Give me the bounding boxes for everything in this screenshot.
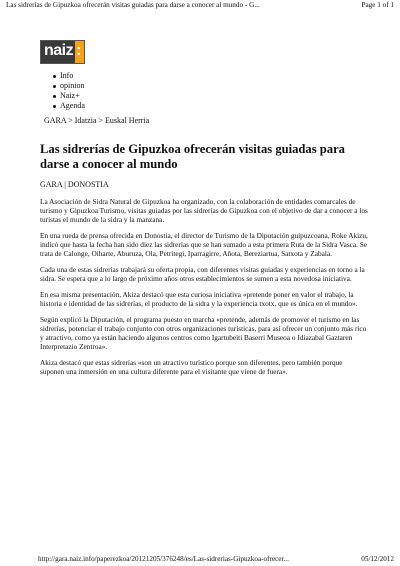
nav-item-agenda[interactable]: Agenda <box>60 101 85 110</box>
article-paragraph: La Asociación de Sidra Natural de Gipuzkoa ha organizado, con la colaboración de entidades comarcales de turismo y Gipuzkoa Turismo, visitas guiadas por las sidrerías de Gipuzkoa con el objetivo de dar a conocer a los turistas el mundo de la sidra y la manzana. <box>40 197 368 224</box>
nav-item-info[interactable]: Info <box>60 71 85 81</box>
main-nav <box>52 71 85 111</box>
article-paragraph: Según explicó la Diputación, el programa puesto en marcha «pretende, además de promover el turismo en las sidrerías, potenciar el trabajo conjunto con otros organizaciones turísticas, para así ofrecer un conjunto más rico y atractivo, como ya están haciendo algunos centros como Igartubeiti Baserri Museoa o Idiazabal Gaztaren Interpretazio Zentroa». <box>40 315 367 351</box>
logo-text: naiz <box>41 41 75 63</box>
article-paragraph: En una rueda de prensa ofrecida en Donostia, el director de Turismo de la Diputación guipuzcoana, Roke Akizu, indicó que hasta la fecha han sido diez las sidrerías que se han sumado a esta primera Ruta de la Sidra Vasca. Se trata de Calonge, Oiharte, Aburuza, Ola, Petritegi, Iparragirre, Añota, Bereziartua, Satxota y Zabala. <box>40 231 368 258</box>
nav-item-opinion[interactable]: opinion <box>60 81 85 90</box>
article-paragraph: Akiza destacó que estas sidrerías «son un atractivo turístico porque son diferentes, pero también porque suponen una inmersión en una cultura diferente para el visitante que viene de fuera». <box>40 358 343 376</box>
article-byline: GARA | DONOSTIA <box>40 180 109 189</box>
article-body <box>40 197 368 383</box>
print-footer-date: 05/12/2012 <box>361 555 394 563</box>
nav-item-naiz-plus[interactable]: Naiz+ <box>60 91 85 101</box>
article-paragraph: En esa misma presentación, Akiza destacó que esta curiosa iniciativa «pretende poner en valor el trabajo, la historia e identidad de las sidrerías, el producto de la sidra y la experiencia txotx, que es única en el mundo». <box>40 290 358 308</box>
print-header-title: Las sidrerías de Gipuzkoa ofrecerán visitas guiadas para darse a conocer al mundo - G... <box>6 1 260 9</box>
print-header-page: Page 1 of 1 <box>361 1 394 9</box>
print-header <box>6 1 394 10</box>
article-title: Las sidrerías de Gipuzkoa ofrecerán visitas guiadas para darse a conocer al mundo <box>40 142 345 171</box>
logo-mark: : <box>75 41 84 63</box>
print-footer <box>38 555 394 564</box>
breadcrumb: GARA > Idatzia > Euskal Herria <box>44 116 150 125</box>
print-footer-url: http://gara.naiz.info/paperezkoa/20121205/376248/es/Las-sidrerias-Gipuzkoa-ofrecer... <box>38 555 289 563</box>
article-paragraph: Cada una de estas sidrerías trabajará su oferta propia, con diferentes visitas guiadas y experiencias en torno a la sidra. Se espera que a lo largo de próximo años otros establecimientos se sumen a esta novedosa iniciativa. <box>40 265 365 283</box>
naiz-logo[interactable] <box>40 40 85 64</box>
